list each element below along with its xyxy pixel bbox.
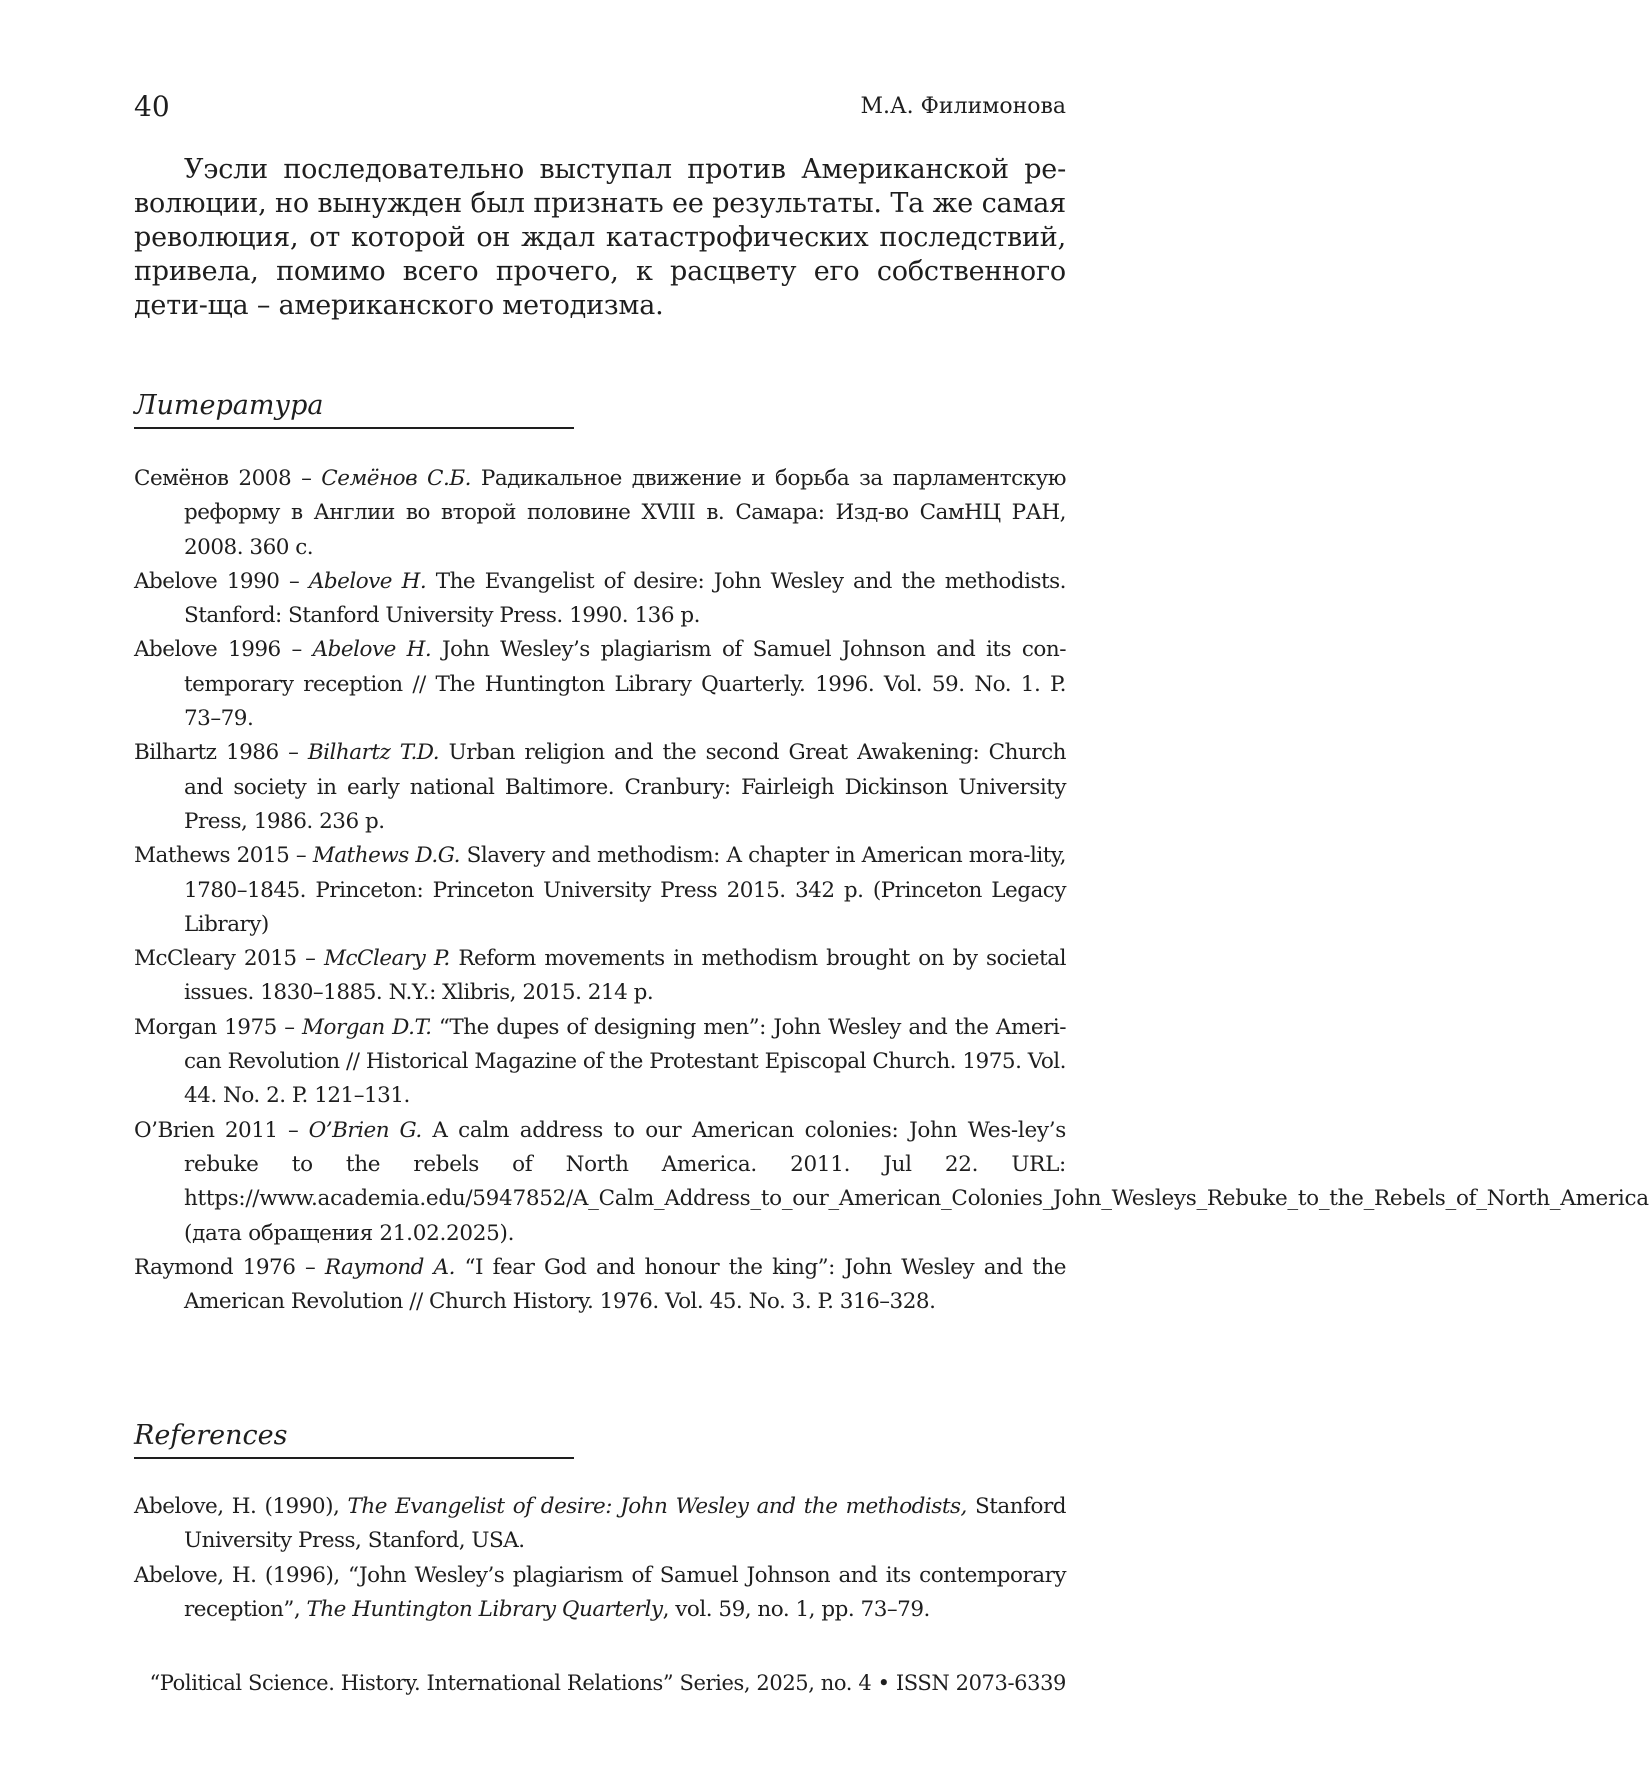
references-heading: References (134, 1420, 574, 1459)
journal-page (134, 0, 1649, 1780)
literature-item: Bilhartz 1986 – Bilhartz T.D. Urban religion and the second Great Awakening: Church and society in early national Baltimore. Cranbury: Fairleigh Dickinson University Press, 1986. 236 p. (134, 740, 1066, 834)
running-head (134, 90, 1066, 124)
literature-item: Morgan 1975 – Morgan D.T. “The dupes of designing men”: John Wesley and the Ameri-can Revolution // Historical Magazine of the Protestant Episcopal Church. 1975. Vol. 44. No. 2. P. 121–131. (134, 1014, 1066, 1109)
literature-item: McCleary 2015 – McCleary P. Reform movements in methodism brought on by societal issues. 1830–1885. N.Y.: Xlibris, 2015. 214 p. (134, 946, 1066, 1006)
literature-item: O’Brien 2011 – O’Brien G. A calm address to our American colonies: John Wes-ley’s rebuke to the rebels of North America. 2011. Jul 22. URL: https://www.academia.edu/5947852/A_Calm_Address_to_our_American_Colonies_John_Wesleys_Rebuke_to_the_Rebels_of_North_America (дата обращения 21.02.2025). (134, 1117, 1649, 1246)
body-paragraph: Уэсли последовательно выступал против Американской ре-волюции, но вынужден был признать ее результаты. Та же самая революция, от которой он ждал катастрофических последствий, привела, помимо всего прочего, к расцвету его собственного дети-ща – американского методизма. (134, 154, 1066, 321)
literature-item: Семёнов 2008 – Семёнов С.Б. Радикальное движение и борьба за парламентскую реформу в Англии во второй половине XVIII в. Самара: Изд-во СамНЦ РАН, 2008. 360 с. (134, 466, 1066, 560)
literature-item: Mathews 2015 – Mathews D.G. Slavery and methodism: A chapter in American mora-lity, 1780–1845. Princeton: Princeton University Press 2015. 342 p. (Princeton Legacy Library) (134, 843, 1066, 937)
literature-list (134, 462, 1649, 1319)
reference-item: Abelove, H. (1996), “John Wesley’s plagiarism of Samuel Johnson and its contemporary reception”, The Huntington Library Quarterly, vol. 59, no. 1, pp. 73–79. (134, 1562, 1066, 1622)
literature-heading: Литература (134, 390, 574, 429)
references-list (134, 1490, 1066, 1627)
literature-item: Abelove 1996 – Abelove H. John Wesley’s plagiarism of Samuel Johnson and its con-temporary reception // The Huntington Library Quarterly. 1996. Vol. 59. No. 1. P. 73–79. (134, 637, 1066, 732)
literature-item: Abelove 1990 – Abelove H. The Evangelist of desire: John Wesley and the methodists. Stanford: Stanford University Press. 1990. 136 p. (134, 568, 1066, 629)
running-head-author: М.А. Филимонова (860, 94, 1066, 119)
journal-footer: “Political Science. History. International Relations” Series, 2025, no. 4 • ISSN 2073-6339 (149, 1671, 1066, 1695)
reference-item: Abelove, H. (1990), The Evangelist of desire: John Wesley and the methodists, Stanford University Press, Stanford, USA. (134, 1494, 1067, 1554)
page-number: 40 (134, 90, 170, 123)
literature-item: Raymond 1976 – Raymond A. “I fear God and honour the king”: John Wesley and the American Revolution // Church History. 1976. Vol. 45. No. 3. P. 316–328. (134, 1254, 1066, 1315)
